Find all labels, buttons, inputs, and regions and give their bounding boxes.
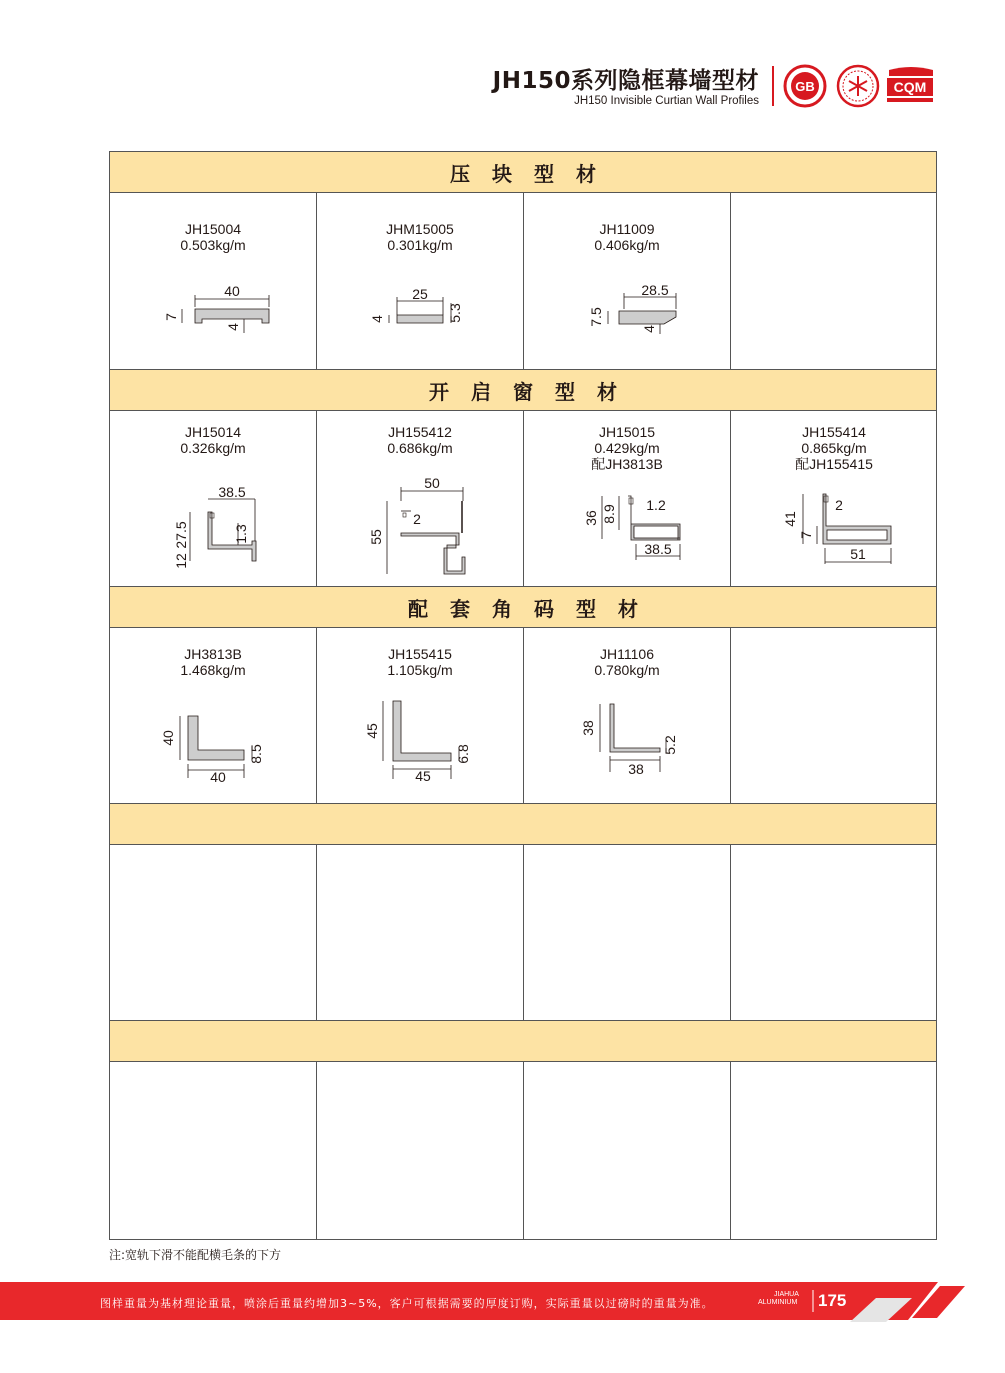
profile-code: JH11106 [600, 646, 654, 662]
profile-drawing-jh155412 [367, 477, 497, 577]
dimension-label: 38.5 [644, 541, 672, 557]
profile-drawing-jh15004 [160, 279, 290, 339]
header-divider [772, 66, 774, 106]
dimension-label: 7 [798, 531, 814, 539]
dimension-label: 6.8 [455, 744, 471, 764]
profile-card-jh3813b [110, 646, 316, 678]
column-divider [730, 845, 731, 1020]
dimension-label: 1.2 [646, 497, 666, 513]
profile-code: JH155415 [388, 646, 452, 662]
dimension-label: 38 [580, 720, 596, 736]
profile-code: JH3813B [184, 646, 242, 662]
profile-table [109, 151, 937, 1240]
profile-weight: 0.780kg/m [594, 662, 660, 678]
dimension-label: 8.5 [248, 744, 264, 764]
dimension-label: 55 [368, 529, 384, 545]
dimension-label: 40 [210, 769, 226, 785]
dimension-label: 45 [364, 723, 380, 739]
footnote: 注:宽轨下滑不能配横毛条的下方 [109, 1248, 282, 1262]
dimension-label: 2 [413, 511, 421, 527]
gb-logo-text: GB [795, 79, 815, 94]
profile-code: JH11009 [599, 221, 655, 237]
column-divider [316, 1062, 317, 1240]
brand-name-bottom: ALUMINIUM [758, 1299, 798, 1306]
dimension-label: 12 [173, 553, 189, 569]
dimension-label: 1.3 [233, 524, 249, 544]
profile-drawing-jh3813b [160, 712, 290, 785]
section-title: 开启窗型材 [429, 379, 639, 404]
section-title: 配套角码型材 [408, 596, 660, 621]
profile-weight: 1.105kg/m [387, 662, 453, 678]
profile-drawing-jh11106 [574, 700, 704, 780]
profile-weight: 0.865kg/m [801, 440, 867, 456]
profile-card-jh155415 [317, 646, 523, 678]
profile-card-jh15004 [110, 221, 316, 253]
dimension-label: 40 [224, 283, 240, 299]
dimension-label: 51 [850, 546, 866, 562]
profile-drawing-jh11009 [574, 279, 704, 339]
dimension-label: 4 [225, 323, 241, 331]
column-divider [316, 193, 317, 369]
profile-card-jh11009 [524, 221, 730, 253]
section-title: 压块型材 [450, 161, 618, 186]
profile-weight: 0.686kg/m [387, 440, 453, 456]
profile-code: JH155414 [802, 424, 866, 440]
dimension-label: 45 [415, 768, 431, 784]
profile-weight: 0.301kg/m [387, 237, 453, 253]
page-title: JH150系列隐框幕墙型材 [492, 68, 759, 94]
profile-drawing-jh155415 [364, 697, 497, 784]
profile-card-jh155412 [317, 424, 523, 456]
column-divider [523, 845, 524, 1020]
dimension-label: 25 [412, 286, 428, 302]
section-header-corner-connector [110, 586, 936, 628]
dimension-label: 38 [628, 761, 644, 777]
profile-weight: 0.503kg/m [180, 237, 246, 253]
profile-card-jhm15005 [317, 221, 523, 253]
profile-weight: 0.429kg/m [594, 440, 660, 456]
profile-drawing-jhm15005 [367, 279, 497, 339]
page-subtitle: JH150 Invisible Curtian Wall Profiles [574, 95, 759, 107]
dimension-label: 27.5 [173, 521, 189, 549]
column-divider [730, 193, 731, 369]
page-number: 175 [818, 1291, 847, 1310]
profile-code: JHM15005 [386, 221, 454, 237]
dimension-label: 5.2 [662, 735, 678, 755]
profile-card-jh11106 [524, 646, 730, 678]
column-divider [523, 193, 524, 369]
dimension-label: 8.9 [601, 504, 617, 524]
column-divider [316, 845, 317, 1020]
profile-card-jh15015 [524, 424, 730, 472]
dimension-label: 7 [163, 313, 179, 321]
section-header-opening-window [110, 369, 936, 411]
dimension-label: 50 [424, 475, 440, 491]
profile-card-jh155414 [731, 424, 937, 472]
profile-weight: 0.326kg/m [180, 440, 246, 456]
brand-name-top: JIAHUA [774, 1291, 799, 1298]
column-divider [730, 1062, 731, 1240]
profile-weight: 0.406kg/m [594, 237, 660, 253]
footer-note: 图样重量为基材理论重量，喷涂后重量约增加3~5%，客户可根据需要的厚度订购，实际重量以过磅时的重量为准。 [100, 1297, 714, 1310]
profile-drawing-jh15015 [574, 482, 704, 572]
dimension-label: 5.3 [447, 303, 463, 323]
column-divider [730, 628, 731, 803]
profile-drawing-jh15014 [160, 477, 290, 572]
profile-code: JH15015 [598, 424, 656, 440]
section-header-empty-2 [110, 1020, 936, 1062]
profile-drawing-jh155414 [781, 482, 916, 572]
dimension-label: 2 [835, 497, 843, 513]
gb-certification-logo [785, 66, 825, 106]
column-divider [523, 1062, 524, 1240]
dimension-label: 4 [369, 315, 385, 323]
profile-weight: 1.468kg/m [180, 662, 246, 678]
profile-card-jh15014 [110, 424, 316, 456]
profile-pairing-note: 配JH3813B [591, 456, 663, 472]
dimension-label: 40 [160, 730, 176, 746]
profile-code: JH15004 [184, 221, 242, 237]
profile-code: JH155412 [388, 424, 452, 440]
profile-code: JH15014 [184, 424, 242, 440]
dimension-label: 36 [583, 510, 599, 526]
dimension-label: 4 [641, 325, 657, 333]
dimension-label: 38.5 [218, 484, 246, 500]
dimension-label: 41 [782, 511, 798, 527]
dimension-label: 7.5 [588, 307, 604, 327]
section-header-pressure-block [110, 151, 936, 193]
dimension-label: 28.5 [641, 282, 669, 298]
profile-pairing-note: 配JH155415 [795, 456, 873, 472]
certification-logos [783, 64, 935, 108]
snowflake-seal-logo [838, 66, 878, 106]
cqm-logo [887, 67, 933, 102]
cqm-logo-text: CQM [893, 79, 927, 95]
section-header-empty-1 [110, 803, 936, 845]
